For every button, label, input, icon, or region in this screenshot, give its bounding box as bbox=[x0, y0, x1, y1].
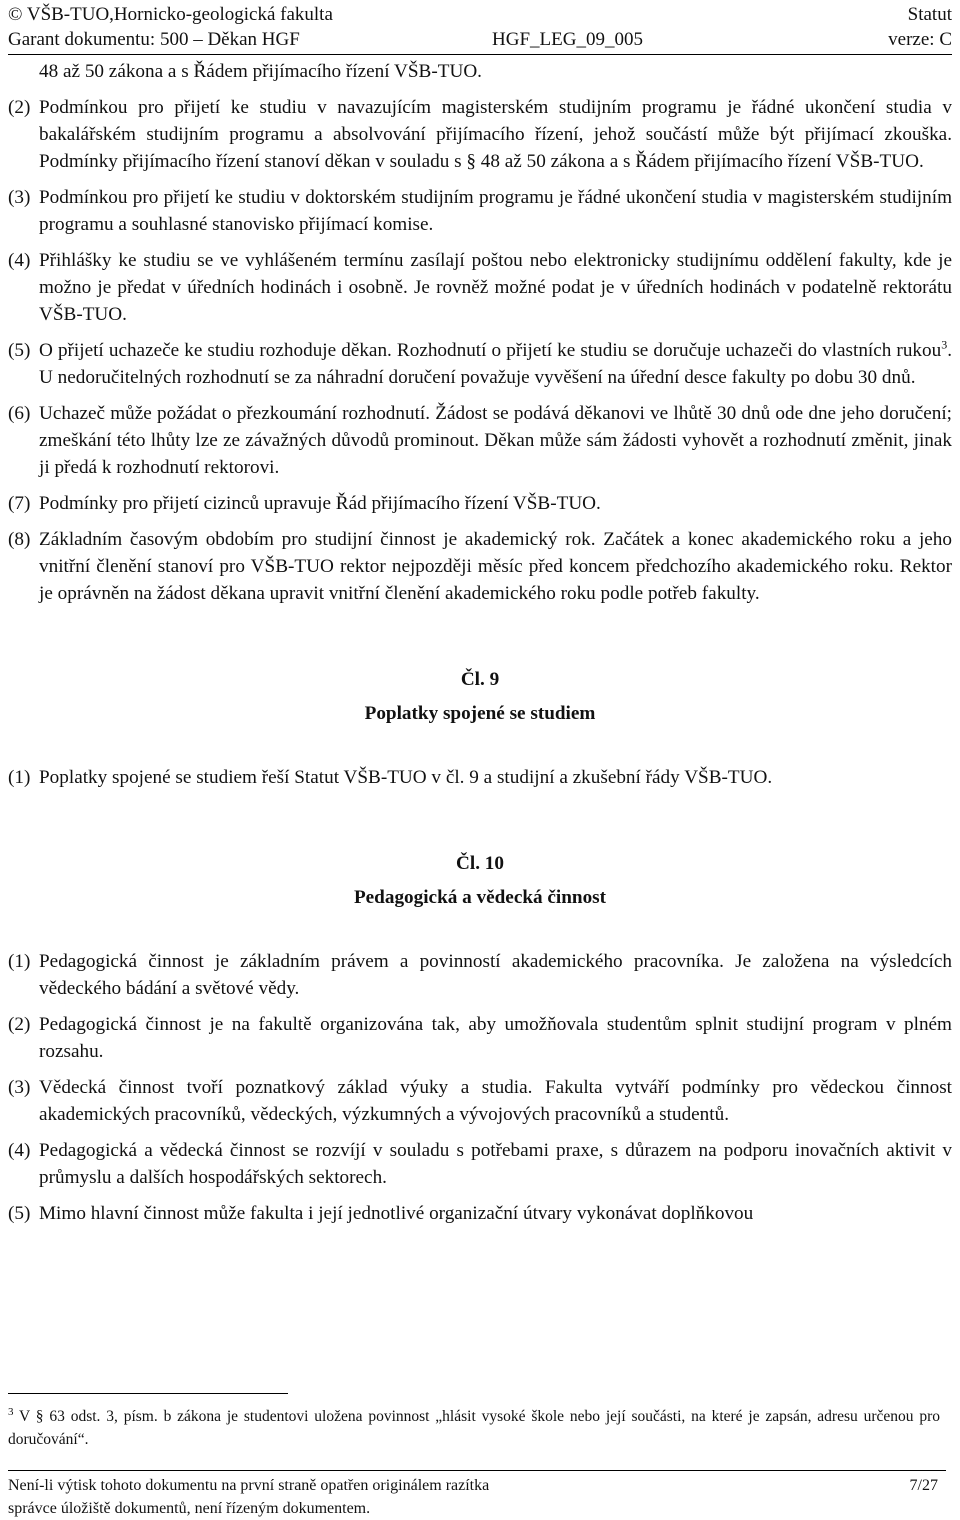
footnote-mark: 3 bbox=[8, 1405, 14, 1418]
paragraph-text: Pedagogická a vědecká činnost se rozvíjí v souladu s potřebami praxe, s důrazem na podporu inovačních aktivit v průmyslu a dalších hospodářských sektorech. bbox=[39, 1140, 952, 1188]
paragraph-number: (8) bbox=[8, 529, 31, 550]
paragraph-text: Uchazeč může požádat o přezkoumání rozhodnutí. Žádost se podává děkanovi ve lhůtě 30 dnů ode dne jeho doručení; zmeškání této lhůty lze ze závažných důvodů prominout. Děkan může sám žádosti vyhovět a rozhodnutí změnit, jinak ji předá k rozhodnutí rektorovi. bbox=[39, 403, 952, 478]
paragraph-8-8 bbox=[8, 526, 952, 607]
paragraph-8-3 bbox=[8, 184, 952, 238]
paragraph-number: (5) bbox=[8, 340, 31, 361]
continued-paragraph: 48 až 50 zákona a s Řádem přijímacího řízení VŠB-TUO. bbox=[39, 61, 482, 82]
paragraph-text: O přijetí uchazeče ke studiu rozhoduje děkan. Rozhodnutí o přijetí ke studiu se doručuje uchazeči do vlastních rukou bbox=[39, 340, 942, 361]
header-row-2 bbox=[8, 27, 952, 52]
article-10-title: Pedagogická a vědecká činnost bbox=[353, 887, 607, 908]
header-divider bbox=[8, 54, 952, 55]
paragraph-number: (2) bbox=[8, 97, 31, 118]
paragraph-10-4 bbox=[8, 1137, 952, 1191]
paragraph-text: Pedagogická činnost je na fakultě organizována tak, aby umožňovala studentům splnit studijní program v plném rozsahu. bbox=[39, 1014, 952, 1062]
footnote bbox=[8, 1405, 940, 1451]
header-doc-type: Statut bbox=[907, 4, 952, 25]
footer-row-1 bbox=[8, 1474, 946, 1497]
paragraph-number: (2) bbox=[8, 1014, 31, 1035]
paragraph-10-2 bbox=[8, 1011, 952, 1065]
paragraph-8-2 bbox=[8, 94, 952, 175]
page-number: 7/27 bbox=[909, 1477, 938, 1494]
paragraph-text: . U nedoručitelných rozhodnutí se za náhradní doručení považuje vyvěšení na úřední desce fakulty po dobu 30 dnů. bbox=[39, 340, 952, 388]
paragraph-text: Mimo hlavní činnost může fakulta i její jednotlivé organizační útvary vykonávat doplňkovou bbox=[39, 1203, 754, 1224]
paragraph-number: (6) bbox=[8, 403, 31, 424]
paragraph-text: Základním časovým obdobím pro studijní činnost je akademický rok. Začátek a konec akademického roku a jeho vnitřní členění stanoví pro VŠB-TUO rektor nejpozději měsíc před koncem předchozího akademického roku. Rektor je oprávněn na žádost děkana upravit vnitřní členění akademického roku podle potřeb fakulty. bbox=[39, 529, 952, 604]
paragraph-8-5 bbox=[8, 337, 952, 391]
paragraph-number: (4) bbox=[8, 250, 31, 271]
paragraph-10-1 bbox=[8, 948, 952, 1002]
paragraph-text: Poplatky spojené se studiem řeší Statut VŠB-TUO v čl. 9 a studijní a zkušební řády VŠB-TUO. bbox=[39, 767, 773, 788]
header-guarantor: Garant dokumentu: 500 – Děkan HGF bbox=[8, 29, 300, 50]
header-doc-code: HGF_LEG_09_005 bbox=[492, 29, 643, 50]
paragraph-number: (7) bbox=[8, 493, 31, 514]
footnote-reference[interactable]: 3 bbox=[941, 337, 948, 352]
page-footer bbox=[8, 1474, 946, 1520]
paragraph-10-5 bbox=[8, 1200, 952, 1227]
footer-notice-line-1: Není-li výtisk tohoto dokumentu na první straně opatřen originálem razítka bbox=[8, 1477, 490, 1494]
paragraph-text: Přihlášky ke studiu se ve vyhlášeném termínu zasílají poštou nebo elektronicky studijnímu oddělení fakulty, kde je možno je předat v úředních hodinách i osobně. Je rovněž možné podat je v úředních hodinách v podatelně rektorátu VŠB-TUO. bbox=[39, 250, 952, 325]
paragraph-number: (3) bbox=[8, 187, 31, 208]
header-organization: © VŠB-TUO,Hornicko-geologická fakulta bbox=[8, 4, 333, 25]
footnote-text: V § 63 odst. 3, písm. b zákona je studentovi uložena povinnost „hlásit vysoké škole nebo její součásti, na které je zapsán, adresu určenou pro doručování“. bbox=[8, 1408, 940, 1448]
paragraph-text: Podmínky pro přijetí cizinců upravuje Řád přijímacího řízení VŠB-TUO. bbox=[39, 493, 601, 514]
paragraph-text: Podmínkou pro přijetí ke studiu v navazujícím magisterském studijním programu je řádné ukončení studia v bakalářském studijním programu a absolvování přijímacího řízení, jehož součástí může být přijímací zkouška. Podmínky přijímacího řízení stanoví děkan v souladu s § 48 až 50 zákona a s Řádem přijímacího řízení VŠB-TUO. bbox=[39, 97, 952, 172]
paragraph-number: (1) bbox=[8, 951, 31, 972]
paragraph-text: Podmínkou pro přijetí ke studiu v doktorském studijním programu je řádné ukončení studia v magisterském studijním programu a souhlasné stanovisko přijímací komise. bbox=[39, 187, 952, 235]
header-version: verze: C bbox=[888, 29, 952, 50]
header-row-1 bbox=[8, 2, 952, 27]
paragraph-10-3 bbox=[8, 1074, 952, 1128]
paragraph-9-1 bbox=[8, 764, 952, 791]
paragraph-8-7 bbox=[8, 490, 952, 517]
footer-notice-line-2: správce úložiště dokumentů, není řízeným dokumentem. bbox=[8, 1500, 371, 1517]
footer-divider bbox=[8, 1470, 946, 1471]
page-header bbox=[8, 2, 952, 52]
paragraph-8-6 bbox=[8, 400, 952, 481]
paragraph-text: Pedagogická činnost je základním právem a povinností akademického pracovníka. Je založena na výsledcích vědeckého bádání a světové vědy. bbox=[39, 951, 952, 999]
paragraph-number: (3) bbox=[8, 1077, 31, 1098]
document-body bbox=[8, 58, 952, 1236]
paragraph-number: (4) bbox=[8, 1140, 31, 1161]
paragraph-number: (1) bbox=[8, 767, 31, 788]
article-10-number: Čl. 10 bbox=[456, 853, 504, 874]
paragraph-8-4 bbox=[8, 247, 952, 328]
article-9-number: Čl. 9 bbox=[460, 669, 500, 690]
footer-row-2 bbox=[8, 1497, 946, 1520]
paragraph-number: (5) bbox=[8, 1203, 31, 1224]
footnote-divider bbox=[8, 1393, 288, 1394]
article-9-title: Poplatky spojené se studiem bbox=[364, 703, 596, 724]
paragraph-text: Vědecká činnost tvoří poznatkový základ výuky a studia. Fakulta vytváří podmínky pro vědeckou činnost akademických pracovníků, vědeckých, výzkumných a vývojových pracovníků a studentů. bbox=[39, 1077, 952, 1125]
